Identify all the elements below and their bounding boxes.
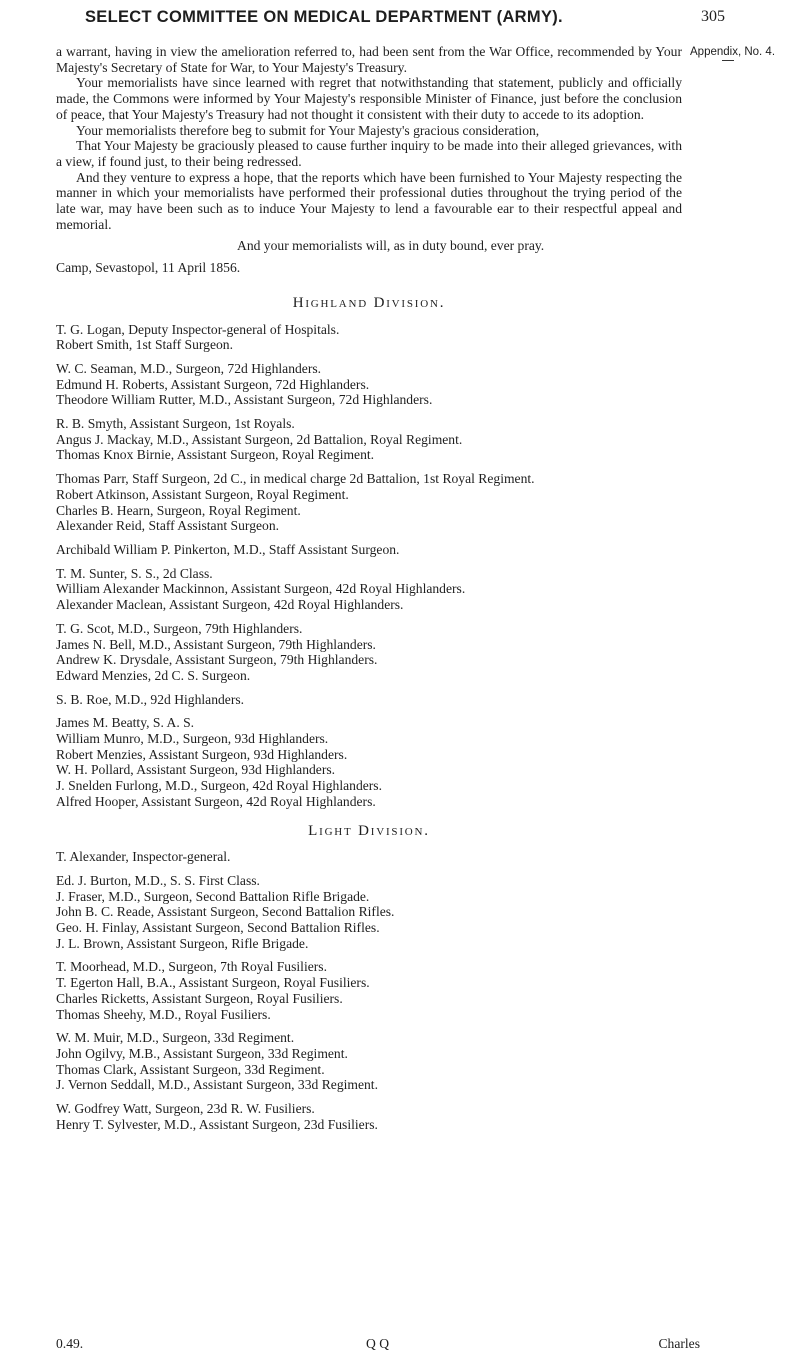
signatory-entry: Alfred Hooper, Assistant Surgeon, 42d Royal Highlanders. (56, 793, 376, 809)
signatory-group (56, 849, 682, 865)
header-title: SELECT COMMITTEE ON MEDICAL DEPARTMENT (ARMY). (85, 8, 563, 26)
signature-mark: 0.49. (56, 1336, 84, 1351)
signatory-entry: Charles Ricketts, Assistant Surgeon, Royal Fusiliers. (56, 990, 343, 1006)
signatory-entry: Archibald William P. Pinkerton, M.D., Staff Assistant Surgeon. (56, 541, 400, 557)
memorial-text (56, 44, 682, 276)
signatory-group (56, 322, 682, 353)
signatory-group (56, 542, 682, 558)
signatory-group (56, 692, 682, 708)
sidenote-rule (722, 60, 734, 61)
signatory-entry: J. Snelden Furlong, M.D., Surgeon, 42d Royal Highlanders. (56, 778, 382, 794)
signatory-entry: T. Alexander, Inspector-general. (56, 849, 231, 865)
memorial-paragraph: a warrant, having in view the amelioration referred to, had been sent from the War Office, recommended by Your Majesty's Secretary of State for War, to Your Majesty's Treasury. (56, 44, 682, 75)
highland-signatory-list (56, 322, 682, 810)
signatory-entry: Alexander Maclean, Assistant Surgeon, 42d Royal Highlanders. (56, 597, 404, 613)
signatory-entry: R. B. Smyth, Assistant Surgeon, 1st Royals. (56, 416, 295, 432)
signatory-entry: Robert Smith, 1st Staff Surgeon. (56, 337, 233, 353)
signatory-entry: S. B. Roe, M.D., 92d Highlanders. (56, 691, 245, 707)
signatory-entry: Andrew K. Drysdale, Assistant Surgeon, 79th Highlanders. (56, 652, 378, 668)
page-footer (56, 1336, 700, 1354)
signatory-entry: Thomas Clark, Assistant Surgeon, 33d Regiment. (56, 1061, 325, 1077)
signatory-entry: T. Moorhead, M.D., Surgeon, 7th Royal Fusiliers. (56, 959, 327, 975)
signatory-entry: Thomas Parr, Staff Surgeon, 2d C., in medical charge 2d Battalion, 1st Royal Regiment. (56, 471, 535, 487)
signatory-group (56, 715, 682, 809)
signatory-entry: Ed. J. Burton, M.D., S. S. First Class. (56, 872, 260, 888)
signatory-entry: W. Godfrey Watt, Surgeon, 23d R. W. Fusiliers. (56, 1101, 315, 1117)
signatory-entry: James M. Beatty, S. A. S. (56, 715, 195, 731)
page-number: 305 (701, 8, 725, 25)
signatory-entry: J. L. Brown, Assistant Surgeon, Rifle Brigade. (56, 935, 309, 951)
signatory-group (56, 361, 682, 408)
signatory-group (56, 416, 682, 463)
signatory-entry: William Alexander Mackinnon, Assistant Surgeon, 42d Royal Highlanders. (56, 581, 466, 597)
memorial-paragraph: Your memorialists therefore beg to submit for Your Majesty's gracious consideration, (76, 122, 540, 138)
signatory-entry: James N. Bell, M.D., Assistant Surgeon, 79th Highlanders. (56, 636, 376, 652)
memorial-signoff: Camp, Sevastopol, 11 April 1856. (56, 260, 241, 276)
memorial-closing: And your memorialists will, as in duty bound, ever pray. (237, 238, 545, 254)
signatory-entry: W. H. Pollard, Assistant Surgeon, 93d Highlanders. (56, 762, 336, 778)
signatory-group (56, 566, 682, 613)
light-signatory-list (56, 849, 682, 1132)
running-header (85, 8, 725, 30)
signatory-entry: J. Vernon Seddall, M.D., Assistant Surgeon, 33d Regiment. (56, 1077, 378, 1093)
signatory-entry: Angus J. Mackay, M.D., Assistant Surgeon, 2d Battalion, Royal Regiment. (56, 431, 463, 447)
signatory-group (56, 621, 682, 684)
gathering-mark: Q Q (366, 1336, 390, 1351)
signatory-entry: T. M. Sunter, S. S., 2d Class. (56, 565, 213, 581)
light-division-heading: Light Division. (308, 822, 430, 839)
signatory-entry: Theodore William Rutter, M.D., Assistant Surgeon, 72d Highlanders. (56, 392, 433, 408)
signatory-entry: T. Egerton Hall, B.A., Assistant Surgeon, Royal Fusiliers. (56, 975, 370, 991)
page-body (56, 44, 682, 1132)
signatory-entry: William Munro, M.D., Surgeon, 93d Highlanders. (56, 731, 329, 747)
signatory-entry: Henry T. Sylvester, M.D., Assistant Surgeon, 23d Fusiliers. (56, 1116, 378, 1132)
signatory-group (56, 1030, 682, 1093)
memorial-paragraph: And they venture to express a hope, that the reports which have been furnished to Your Majesty respecting the manner in which your memorialists have performed their professional duties throughout the trying period of the late war, may have been such as to induce Your Majesty to lend a favourable ear to their respectful appeal and memorial. (56, 169, 682, 232)
memorial-paragraph: That Your Majesty be graciously pleased to cause further inquiry to be made into their alleged grievances, with a view, if found just, to their being redressed. (56, 138, 682, 169)
signatory-entry: Geo. H. Finlay, Assistant Surgeon, Second Battalion Rifles. (56, 920, 380, 936)
signatory-entry: T. G. Logan, Deputy Inspector-general of Hospitals. (56, 321, 340, 337)
signatory-entry: T. G. Scot, M.D., Surgeon, 79th Highlanders. (56, 620, 303, 636)
signatory-group (56, 1101, 682, 1132)
memorial-paragraph: Your memorialists have since learned with regret that notwithstanding that statement, publicly and officially made, the Commons were informed by Your Majesty's responsible Minister of Finance, just before the conclusion of peace, that Your Majesty's Treasury had not thought it consistent with their duty to accede to its adoption. (56, 75, 682, 122)
signatory-entry: Edmund H. Roberts, Assistant Surgeon, 72d Highlanders. (56, 376, 370, 392)
signatory-entry: Edward Menzies, 2d C. S. Surgeon. (56, 667, 251, 683)
signatory-group (56, 873, 682, 952)
signatory-entry: W. C. Seaman, M.D., Surgeon, 72d Highlanders. (56, 360, 322, 376)
catchword: Charles (658, 1336, 700, 1351)
signatory-entry: W. M. Muir, M.D., Surgeon, 33d Regiment. (56, 1030, 295, 1046)
signatory-entry: John Ogilvy, M.B., Assistant Surgeon, 33d Regiment. (56, 1045, 348, 1061)
signatory-entry: John B. C. Reade, Assistant Surgeon, Second Battalion Rifles. (56, 904, 395, 920)
signatory-entry: Thomas Knox Birnie, Assistant Surgeon, Royal Regiment. (56, 447, 375, 463)
signatory-group (56, 959, 682, 1022)
signatory-entry: Thomas Sheehy, M.D., Royal Fusiliers. (56, 1006, 271, 1022)
signatory-entry: Robert Menzies, Assistant Surgeon, 93d Highlanders. (56, 746, 348, 762)
signatory-group (56, 471, 682, 534)
signatory-entry: J. Fraser, M.D., Surgeon, Second Battalion Rifle Brigade. (56, 888, 370, 904)
appendix-sidenote: Appendix, No. 4. (690, 46, 776, 58)
signatory-entry: Alexander Reid, Staff Assistant Surgeon. (56, 518, 280, 534)
highland-division-heading: Highland Division. (292, 294, 446, 311)
signatory-entry: Charles B. Hearn, Surgeon, Royal Regiment. (56, 502, 301, 518)
signatory-entry: Robert Atkinson, Assistant Surgeon, Royal Regiment. (56, 486, 349, 502)
